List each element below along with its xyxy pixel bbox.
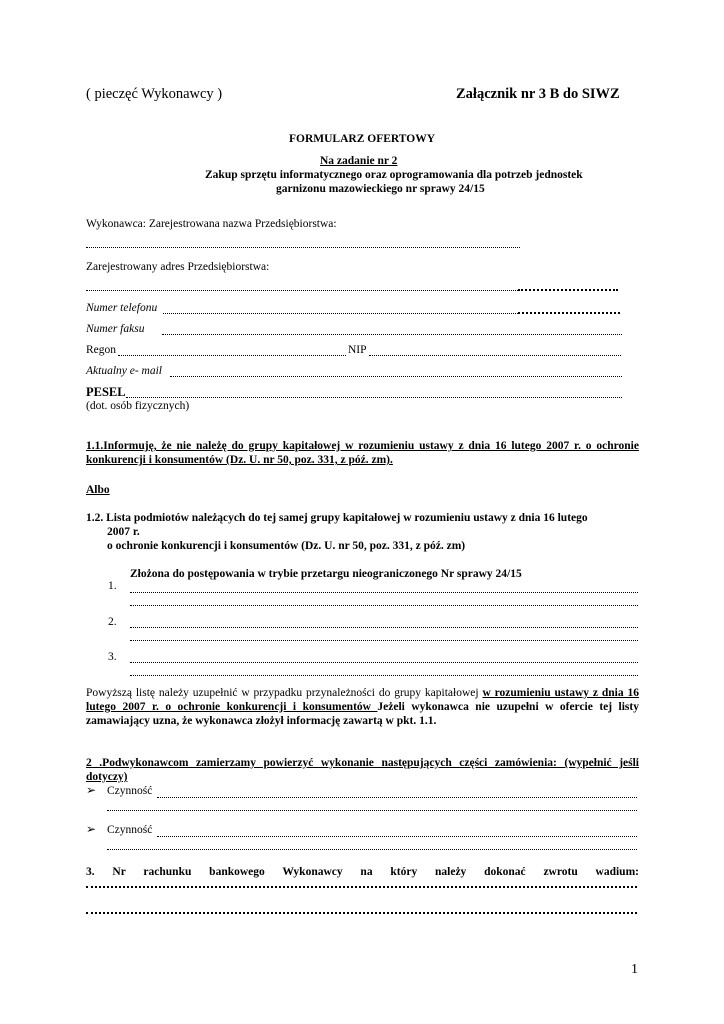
activity-field[interactable] bbox=[157, 797, 637, 798]
activity-field[interactable] bbox=[157, 836, 637, 837]
contractor-name-label: Wykonawca: Zarejestrowana nazwa Przedsiębiorstwa: bbox=[86, 218, 337, 230]
activity-field[interactable] bbox=[107, 810, 637, 811]
section-1-2-line-2: 2007 r. bbox=[107, 526, 140, 538]
task-label: Na zadanie nr 2 bbox=[320, 155, 398, 167]
nip-label: NIP bbox=[348, 344, 367, 356]
subject-line-2: garnizonu mazowieckiego nr sprawy 24/15 bbox=[276, 183, 485, 195]
activity-field[interactable] bbox=[107, 849, 637, 850]
email-label: Aktualny e- mail bbox=[86, 365, 163, 377]
arrow-bullet-icon: ➢ bbox=[86, 822, 97, 836]
contractor-address-field[interactable] bbox=[86, 290, 518, 291]
section-1-2-line-3: o ochronie konkurencji i konsumentów (Dz. U. nr 50, poz. 331, z póź. zm) bbox=[107, 540, 466, 552]
regon-label: Regon bbox=[86, 344, 117, 356]
phone-field[interactable] bbox=[163, 313, 518, 314]
bank-account-field[interactable] bbox=[86, 886, 637, 888]
list-item-field[interactable] bbox=[130, 662, 638, 663]
form-title: FORMULARZ OFERTOWY bbox=[288, 133, 435, 145]
stamp-label: ( pieczęć Wykonawcy ) bbox=[86, 86, 223, 102]
activity-label: Czynność bbox=[107, 785, 153, 797]
pesel-label: PESEL bbox=[86, 385, 126, 399]
pesel-note: (dot. osób fizycznych) bbox=[86, 400, 190, 412]
phone-field-end bbox=[518, 312, 620, 314]
note-text-bold: Jeżeli wykonawca nie uzupełni w ofercie tej listy zamawiający uzna, że wykonawca złożył informację zawartą w pkt. 1.1. bbox=[86, 701, 639, 727]
fax-label: Numer faksu bbox=[86, 323, 145, 335]
nip-field[interactable] bbox=[369, 355, 621, 356]
pesel-field[interactable] bbox=[126, 397, 622, 398]
section-1-2-line-1: 1.2. Lista podmiotów należących do tej samej grupy kapitałowej w rozumieniu ustawy z dnia 16 lutego bbox=[86, 512, 588, 524]
phone-label: Numer telefonu bbox=[86, 302, 158, 314]
subject-line-1: Zakup sprzętu informatycznego oraz oprogramowania dla potrzeb jednostek bbox=[205, 169, 583, 181]
fax-field[interactable] bbox=[162, 334, 622, 335]
bank-account-field[interactable] bbox=[86, 912, 637, 914]
list-item-field[interactable] bbox=[130, 627, 638, 628]
note-paragraph bbox=[86, 686, 639, 728]
list-item-number: 1. bbox=[108, 580, 117, 592]
note-text-plain: Powyższą listę należy uzupełnić w przypadku przynależności do grupy kapitałowej bbox=[86, 687, 483, 699]
list-item-number: 3. bbox=[108, 651, 117, 663]
activity-label: Czynność bbox=[107, 824, 153, 836]
page-number: 1 bbox=[631, 962, 638, 977]
regon-field[interactable] bbox=[118, 355, 346, 356]
procedure-label: Złożona do postępowania w trybie przetargu nieograniczonego Nr sprawy 24/15 bbox=[130, 568, 522, 580]
arrow-bullet-icon: ➢ bbox=[86, 783, 97, 797]
list-item-number: 2. bbox=[108, 616, 117, 628]
contractor-address-label: Zarejestrowany adres Przedsiębiorstwa: bbox=[86, 261, 270, 273]
section-1-1-text: 1.1.Informuję, że nie należę do grupy kapitałowej w rozumieniu ustawy z dnia 16 lutego 2007 r. o ochronie konkurencji i konsumentów (Dz. U. nr 50, poz. 331, z póź. zm). bbox=[86, 440, 639, 466]
list-item-field[interactable] bbox=[130, 592, 638, 593]
list-item-field[interactable] bbox=[130, 675, 638, 676]
section-3-text: 3. Nr rachunku bankowego Wykonawcy na który należy dokonać zwrotu wadium: bbox=[86, 866, 639, 878]
contractor-name-field[interactable] bbox=[86, 247, 520, 248]
note-text-bold-underlined: w rozumieniu ustawy z dnia 16 lutego 2007 r. o ochronie konkurencji i konsumentów bbox=[86, 687, 639, 713]
section-2-text: 2 .Podwykonawcom zamierzamy powierzyć wykonanie następujących części zamówienia: (wypełnić jeśli dotyczy) bbox=[86, 757, 639, 783]
email-field[interactable] bbox=[170, 376, 622, 377]
albo-label: Albo bbox=[86, 484, 110, 496]
list-item-field[interactable] bbox=[130, 640, 638, 641]
list-item-field[interactable] bbox=[130, 605, 638, 606]
annex-label: Załącznik nr 3 B do SIWZ bbox=[456, 86, 620, 102]
contractor-address-field-end bbox=[518, 289, 618, 291]
